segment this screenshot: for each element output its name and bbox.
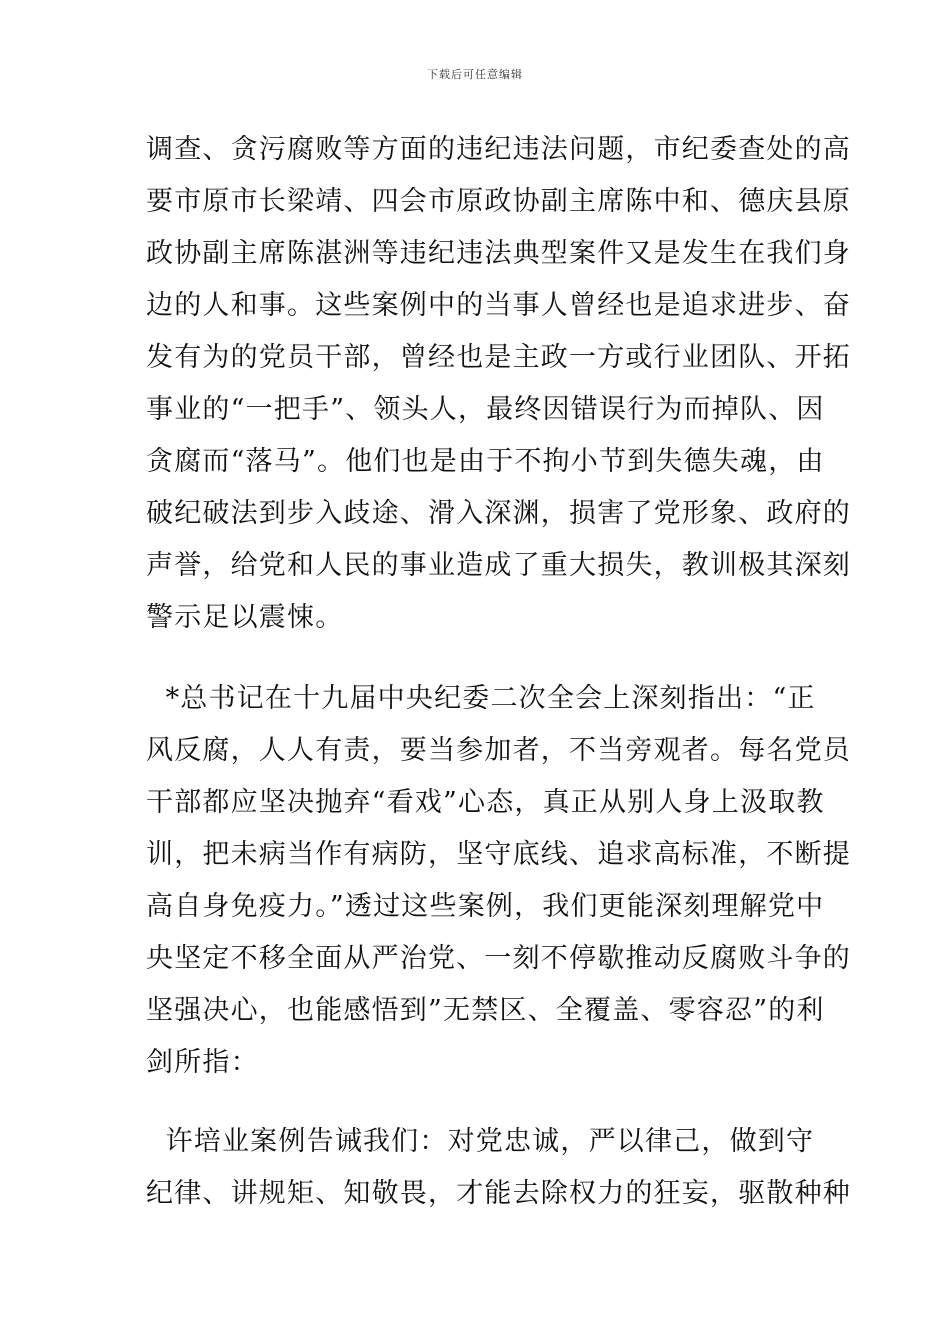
text-line: 贪腐而“落马”。他们也是由于不拘小节到失德失魂，由 xyxy=(146,446,825,477)
text-line: 央坚定不移全面从严治党、一刻不停歇推动反腐败斗争的 xyxy=(146,943,851,974)
paragraph-2 xyxy=(146,673,851,1089)
paragraph-3 xyxy=(146,1116,851,1220)
text-line: 调查、贪污腐败等方面的违纪违法问题，市纪委查处的高 xyxy=(146,134,851,165)
text-line: 坚强决心，也能感悟到”无禁区、全覆盖、零容忍”的利 xyxy=(146,995,825,1026)
text-line: 发有为的党员干部，曾经也是主政一方或行业团队、开拓 xyxy=(146,342,851,373)
page-header: 下载后可任意编辑 xyxy=(427,68,523,81)
text-line: 许培业案例告诫我们：对党忠诚，严以律己，做到守 xyxy=(146,1126,815,1157)
text-line: 风反腐，人人有责，要当参加者，不当旁观者。每名党员 xyxy=(146,735,851,766)
text-line: 干部都应坚决抛弃“看戏”心态，真正从别人身上汲取教 xyxy=(146,787,825,818)
text-line: 事业的“一把手”、领头人，最终因错误行为而掉队、因 xyxy=(146,394,825,425)
text-line: 警示足以震悚。 xyxy=(146,602,344,633)
text-line: 破纪破法到步入歧途、滑入深渊，损害了党形象、政府的 xyxy=(146,498,851,529)
text-line: 声誉，给党和人民的事业造成了重大损失，教训极其深刻 xyxy=(146,550,851,581)
text-line: 剑所指： xyxy=(146,1047,259,1078)
text-line: *总书记在十九届中央纪委二次全会上深刻指出：“正 xyxy=(146,683,816,714)
text-line: 纪律、讲规矩、知敬畏，才能去除权力的狂妄，驱散种种 xyxy=(146,1178,851,1209)
text-line: 政协副主席陈湛洲等违纪违法典型案件又是发生在我们身 xyxy=(146,238,851,269)
text-line: 训，把未病当作有病防，坚守底线、追求高标准，不断提 xyxy=(146,839,851,870)
text-line: 边的人和事。这些案例中的当事人曾经也是追求进步、奋 xyxy=(146,290,851,321)
text-line: 要市原市长梁靖、四会市原政协副主席陈中和、德庆县原 xyxy=(146,186,851,217)
paragraph-1 xyxy=(146,124,851,644)
text-line: 高自身免疫力。”透过这些案例，我们更能深刻理解党中 xyxy=(146,891,825,922)
